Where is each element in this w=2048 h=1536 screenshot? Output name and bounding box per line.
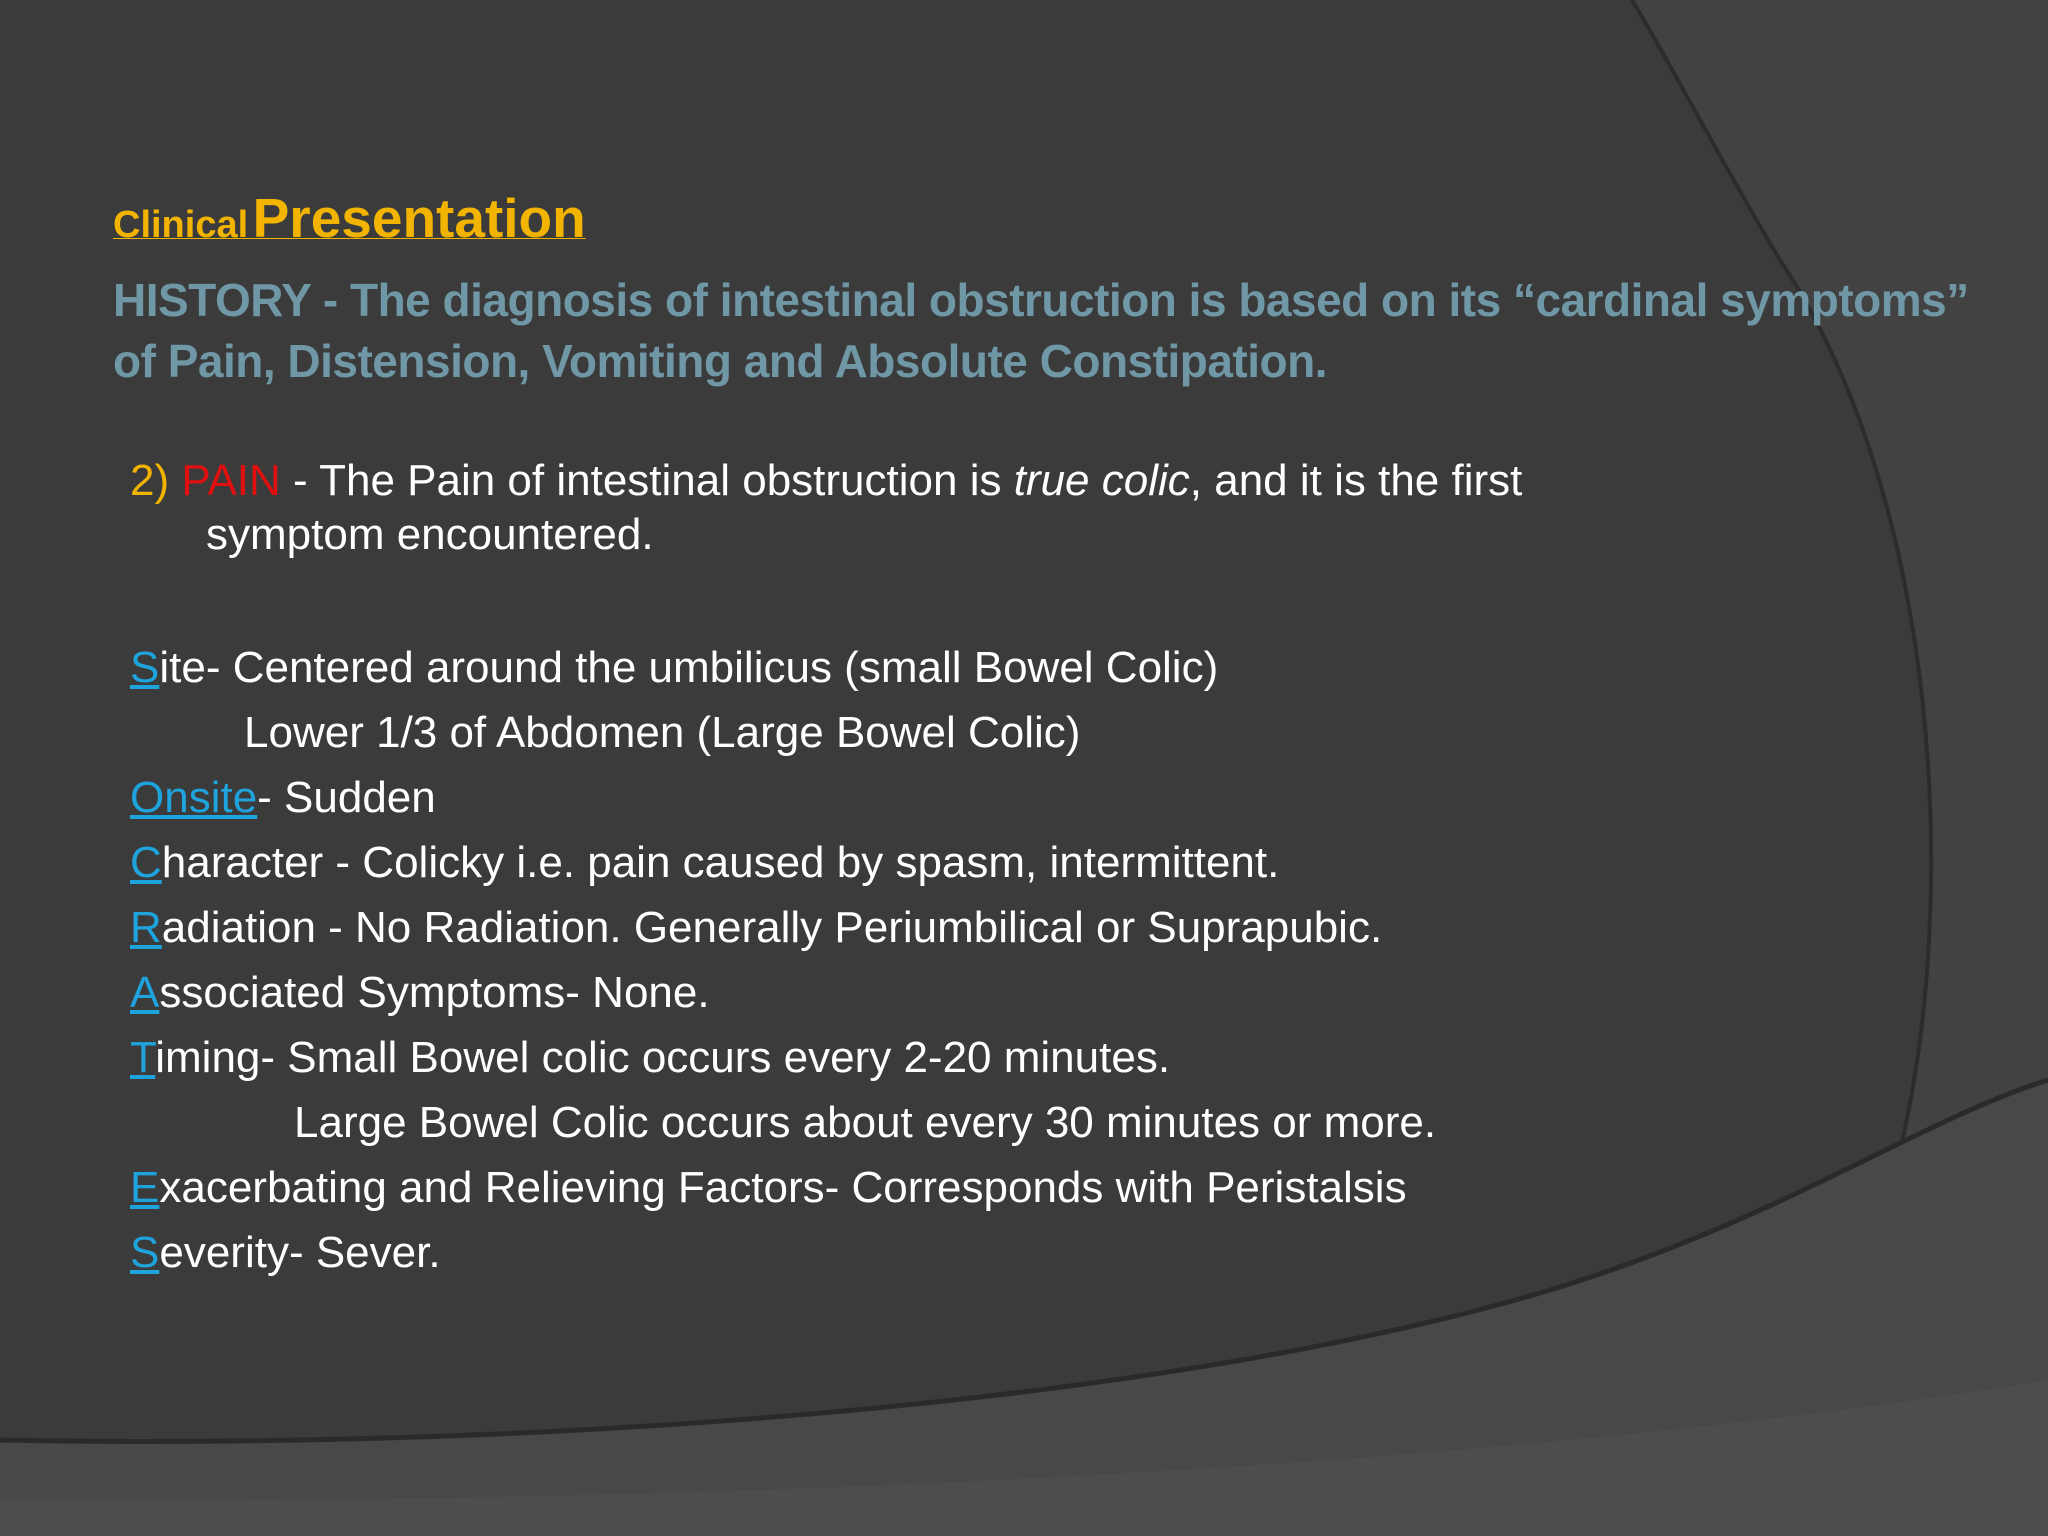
- list-item-site-continued: [130, 700, 1830, 765]
- socrates-list: [130, 635, 1830, 1285]
- associated-text: ssociated Symptoms- None.: [159, 968, 710, 1017]
- radiation-text: adiation - No Radiation. Generally Periumbilical or Suprapubic.: [161, 903, 1383, 952]
- site-continued-text: Lower 1/3 of Abdomen (Large Bowel Colic): [244, 708, 1081, 757]
- site-text: ite- Centered around the umbilicus (small Bowel Colic): [159, 643, 1219, 692]
- title-presentation: Presentation: [252, 187, 586, 249]
- severity-text: everity- Sever.: [159, 1228, 441, 1277]
- history-line-1: HISTORY - The diagnosis of intestinal obstruction is based on its “cardinal symptoms”: [113, 274, 1969, 326]
- list-item-exacerbating: [130, 1155, 1830, 1220]
- character-text: haracter - Colicky i.e. pain caused by spasm, intermittent.: [161, 838, 1280, 887]
- title-clinical: Clinical: [113, 204, 249, 246]
- exacerbating-text: xacerbating and Relieving Factors- Corresponds with Peristalsis: [159, 1163, 1407, 1212]
- mnemonic-letter-s: S: [130, 643, 160, 692]
- list-item-site: [130, 635, 1830, 700]
- list-item-severity: [130, 1220, 1830, 1285]
- pain-keyword: PAIN: [181, 456, 281, 505]
- mnemonic-letter-e: E: [130, 1163, 160, 1212]
- timing-text: iming- Small Bowel colic occurs every 2-20 minutes.: [155, 1033, 1171, 1082]
- list-item-timing-continued: [130, 1090, 1830, 1155]
- onset-text: - Sudden: [257, 773, 436, 822]
- pain-text-before: - The Pain of intestinal obstruction is: [280, 456, 1014, 505]
- pain-paragraph: [130, 454, 1630, 562]
- mnemonic-letter-a: A: [130, 968, 160, 1017]
- list-item-onset: [130, 765, 1830, 830]
- slide-title: [113, 186, 586, 250]
- pain-italic: true colic: [1013, 456, 1190, 505]
- pain-text-after: , and it is the first: [1189, 456, 1523, 505]
- mnemonic-letter-onset: Onsite: [130, 773, 258, 822]
- mnemonic-letter-c: C: [130, 838, 162, 887]
- pain-line-2: symptom encountered.: [206, 510, 654, 559]
- list-item-radiation: [130, 895, 1830, 960]
- timing-continued-text: Large Bowel Colic occurs about every 30 minutes or more.: [294, 1098, 1437, 1147]
- history-paragraph: [113, 270, 1993, 392]
- list-item-timing: [130, 1025, 1830, 1090]
- list-item-associated: [130, 960, 1830, 1025]
- list-item-character: [130, 830, 1830, 895]
- pain-number: 2): [130, 456, 170, 505]
- mnemonic-letter-r: R: [130, 903, 162, 952]
- history-line-2: of Pain, Distension, Vomiting and Absolute Constipation.: [113, 335, 1327, 387]
- mnemonic-letter-t: T: [130, 1033, 156, 1082]
- mnemonic-letter-s2: S: [130, 1228, 160, 1277]
